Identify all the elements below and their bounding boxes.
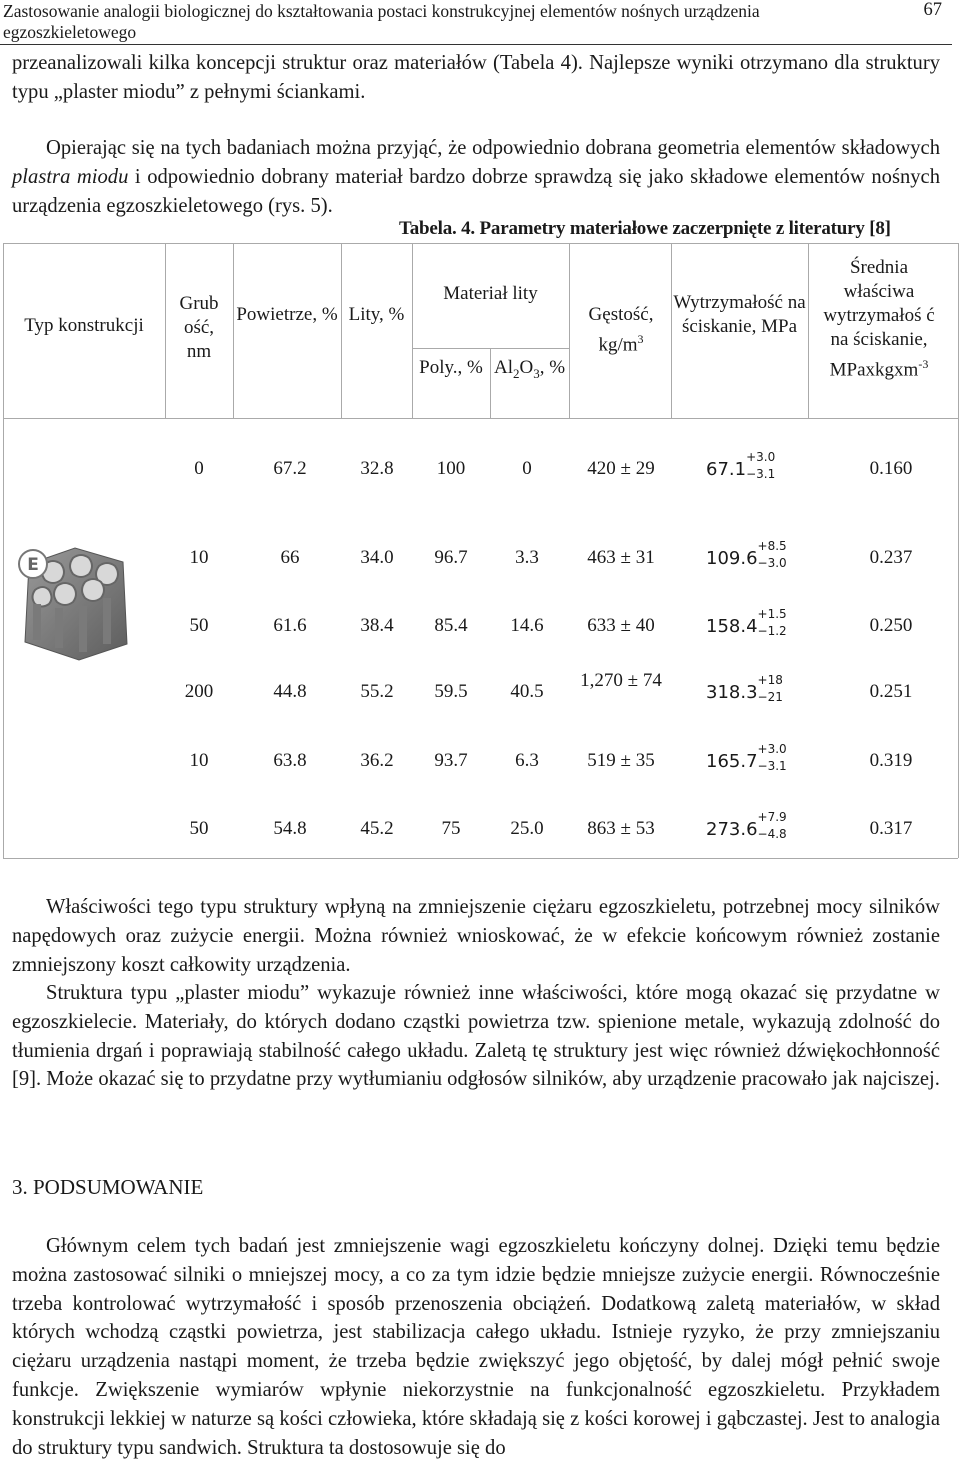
cell-air: 63.8 [273,750,307,771]
cell-air: 54.8 [273,818,307,839]
cell-poly: 100 [436,458,466,479]
cell-strength: 318.3 +18 −21 [706,673,783,704]
cell-solid: 38.4 [360,615,394,636]
running-header [0,0,952,45]
cell-strength: 109.6 +8.5 −3.0 [706,539,787,570]
cell-solid: 55.2 [360,681,394,702]
header-strength: Wytrzymałość na ściskanie, MPa [673,292,806,337]
cell-al: 40.5 [510,681,544,702]
cell-air: 66 [280,547,300,568]
cell-avg: 0.250 [869,615,913,636]
cell-solid: 34.0 [360,547,394,568]
cell-density: 519 ± 35 [587,750,655,771]
cell-density: 863 ± 53 [587,818,655,839]
cell-strength: 165.7 +3.0 −3.1 [706,742,787,773]
cell-poly: 59.5 [434,681,468,702]
cell-grain: 200 [184,681,214,702]
cell-air: 44.8 [273,681,307,702]
badge-letter: E [27,555,39,575]
cell-grain: 10 [189,547,209,568]
cell-air: 61.6 [273,615,307,636]
cell-al: 25.0 [510,818,544,839]
cell-solid: 45.2 [360,818,394,839]
body-paragraph-1: Właściwości tego typu struktury wpłyną na zmniejszenie ciężaru egzoszkieletu, potrzebnej mocy silników napędowych oraz zużycie energii. Można również wnioskować, że w efekcie końcowym również zostanie zmniejszony koszt całkowity urządzenia. [12,896,940,976]
cell-avg: 0.237 [869,547,913,568]
honeycomb-structure-image [15,540,133,662]
cell-poly: 75 [441,818,461,839]
header-avg: Średnia właściwa wytrzymałoś ć na ściskanie, MPaxkgxm$^{-3}$ [823,257,935,381]
cell-grain: 50 [189,615,209,636]
body-paragraph-2: Struktura typu „plaster miodu” wykazuje również inne właściwości, które mogą okazać się przydatne w egzoszkielecie. Materiały, do których dodano cząstki powietrza tzw. spienione metale, wykazują zdolność do tłumienia drgań i poprawiają stabilność całego układu. Zaletą tę struktury jest więc również dźwiękochłonność [9]. Może okazać się to przydatne przy wytłumianiu odgłosów silników, aby urządzenie pracowało jak najciszej. [12,982,940,1091]
cell-avg: 0.160 [869,458,913,479]
cell-al: 6.3 [515,750,539,771]
running-title: Zastosowanie analogii biologicznej do kształtowania postaci konstrukcyjnej elementów nośnych urządzenia egzoszkieletowego [3,1,760,42]
cell-solid: 36.2 [360,750,394,771]
section-heading: 3. PODSUMOWANIE [12,1175,204,1199]
cell-al: 14.6 [510,615,544,636]
cell-grain: 0 [194,458,204,479]
table-caption: Tabela. 4. Parametry materiałowe zaczerpnięte z literatury [8] [399,218,891,239]
page-number: 67 [923,0,942,20]
cell-air: 67.2 [273,458,307,479]
cell-avg: 0.317 [869,818,913,839]
cell-al: 0 [522,458,532,479]
cell-density: 1,270 ± 74 [580,670,662,691]
cell-avg: 0.251 [869,681,913,702]
cell-strength: 273.6 +7.9 −4.8 [706,810,787,841]
cell-strength: 158.4 +1.5 −1.2 [706,607,787,638]
cell-grain: 10 [189,750,209,771]
header-density: Gęstość, $kg/m^3$ [588,304,654,356]
summary-paragraph: Głównym celem tych badań jest zmniejszenie wagi egzoszkieletu kończyny dolnej. Dzięki temu będzie można zastosować silniki o mniejszej mocy, a co za tym idzie będzie mniejsze zużycie energii. Równocześnie trzeba kontrolować wytrzymałość i sposób przenoszenia obciążeń. Dodatkową zaletą materiałów, w skład których wchodzą cząstki powietrza, jest stabilizacja całego układu. Istnieje ryzyko, że przy zmniejszaniu ciężaru urządzenia nastąpi moment, że trzeba będzie zwiększyć jego objętość, by dalej mógł pełnić swoje funkcje. Zwiększenie wymiarów wpłynie niekorzystnie na funkcjonalność egzoszkieletu. Przykładem konstrukcji lekkiej w naturze są kości człowieka, które składają się z kości korowej i gąbczastej. Jest to analogia do struktury typu sandwich. Struktura ta dostosowuje się do [12,1235,940,1459]
cell-density: 633 ± 40 [587,615,655,636]
cell-poly: 96.7 [434,547,468,568]
cell-solid: 32.8 [360,458,394,479]
header-al2o3: $Al_2O_3$, % [493,357,566,381]
cell-avg: 0.319 [869,750,913,771]
intro-paragraph-2: Opierając się na tych badaniach można przyjąć, że odpowiednio dobrana geometria elementów składowych plastra miodu i odpowiednio dobrany materiał bardzo dobrze sprawdzą się jako składowe elementów nośnych urządzenia egzoszkieletowego (rys. 5). [12,137,940,217]
cell-grain: 50 [189,818,209,839]
cell-poly: 85.4 [434,615,468,636]
header-type: Typ konstrukcji [24,315,144,336]
header-air: Powietrze, % [236,304,338,325]
cell-density: 420 ± 29 [587,458,655,479]
header-material: Materiał lity [443,283,538,304]
cell-strength: 67.1 +3.0 −3.1 [706,450,776,481]
header-poly: Poly., % [419,357,483,378]
cell-al: 3.3 [515,547,539,568]
header-solid: Lity, % [348,304,405,325]
cell-poly: 93.7 [434,750,468,771]
intro-paragraph-1: przeanalizowali kilka koncepcji struktur oraz materiałów (Tabela 4). Najlepsze wyniki otrzymano dla struktury typu „plaster miodu” z pełnymi ściankami. [12,52,940,103]
cell-density: 463 ± 31 [587,547,655,568]
header-grain: Grub ość, nm [179,293,219,362]
